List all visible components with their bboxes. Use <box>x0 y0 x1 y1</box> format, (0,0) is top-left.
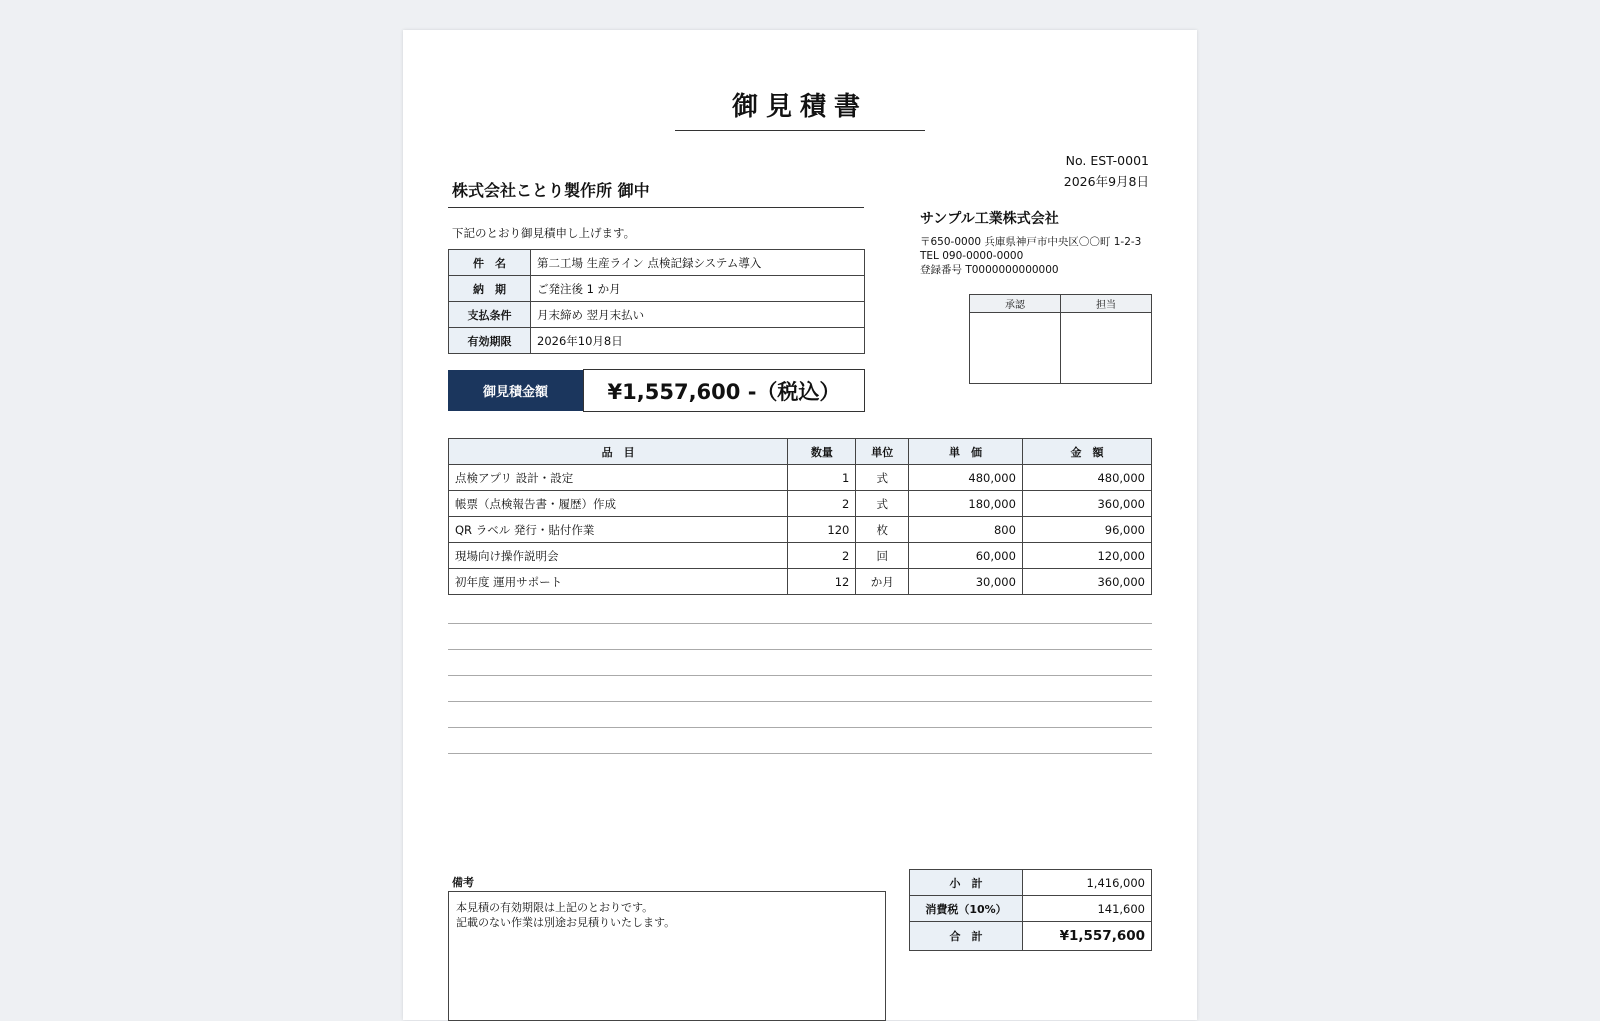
detail-value: ご発注後 1 か月 <box>531 276 865 302</box>
header-price: 単 価 <box>909 439 1023 465</box>
detail-value: 2026年10月8日 <box>531 328 865 354</box>
blank-row-line <box>448 753 1152 754</box>
subtotal-value: 1,416,000 <box>1023 870 1152 896</box>
remarks-line: 記載のない作業は別途お見積りいたします。 <box>456 916 676 929</box>
grand-total-row <box>910 922 1152 951</box>
blank-row-line <box>448 701 1152 702</box>
detail-row <box>449 276 865 302</box>
item-total: 480,000 <box>1022 465 1151 491</box>
table-row <box>449 491 1152 517</box>
document-date: 2026年9月8日 <box>1063 174 1149 189</box>
item-price: 180,000 <box>909 491 1023 517</box>
item-price: 30,000 <box>909 569 1023 595</box>
stamp-approval-label: 承認 <box>970 295 1061 313</box>
header-unit: 単位 <box>856 439 909 465</box>
detail-row <box>449 328 865 354</box>
item-name: 初年度 運用サポート <box>449 569 788 595</box>
item-name: 現場向け操作説明会 <box>449 543 788 569</box>
detail-row <box>449 250 865 276</box>
blank-row-line <box>448 649 1152 650</box>
blank-row-line <box>448 675 1152 676</box>
issuer-tel: TEL 090-0000-0000 <box>920 250 1024 262</box>
item-unit: 回 <box>856 543 909 569</box>
table-row <box>449 517 1152 543</box>
details-table <box>448 249 865 354</box>
item-name: 点検アプリ 設計・設定 <box>449 465 788 491</box>
blank-row-line <box>448 623 1152 624</box>
detail-value: 第二工場 生産ライン 点検記録システム導入 <box>531 250 865 276</box>
tax-row <box>910 896 1152 922</box>
item-unit: 式 <box>856 465 909 491</box>
item-unit: 式 <box>856 491 909 517</box>
document-title: 御見積書 <box>731 92 868 122</box>
stamp-staff-label: 担当 <box>1061 295 1152 313</box>
item-total: 360,000 <box>1022 569 1151 595</box>
header-total: 金 額 <box>1022 439 1151 465</box>
issuer-block <box>920 208 1141 277</box>
client-underline <box>448 207 864 208</box>
item-unit: か月 <box>856 569 909 595</box>
item-qty: 120 <box>788 517 856 543</box>
header-qty: 数量 <box>788 439 856 465</box>
grand-total-value: ¥1,557,600 <box>1023 922 1152 951</box>
item-unit: 枚 <box>856 517 909 543</box>
stamp-boxes <box>969 294 1152 384</box>
items-table <box>448 438 1152 595</box>
blank-row-line <box>448 727 1152 728</box>
item-qty: 2 <box>788 491 856 517</box>
grand-total-label: 合 計 <box>910 922 1023 951</box>
table-row <box>449 569 1152 595</box>
detail-label: 納 期 <box>449 276 531 302</box>
tax-label: 消費税（10%） <box>910 896 1023 922</box>
item-price: 60,000 <box>909 543 1023 569</box>
totals-table <box>909 869 1152 951</box>
item-total: 120,000 <box>1022 543 1151 569</box>
client-name: 株式会社ことり製作所 御中 <box>452 181 650 200</box>
stamp-approval-box <box>970 313 1061 384</box>
subtotal-label: 小 計 <box>910 870 1023 896</box>
subtotal-row <box>910 870 1152 896</box>
item-price: 800 <box>909 517 1023 543</box>
estimate-amount-value: ¥1,557,600 -（税込） <box>583 369 865 412</box>
stamp-staff-box <box>1061 313 1152 384</box>
item-qty: 12 <box>788 569 856 595</box>
remarks-label: 備考 <box>452 876 474 889</box>
tax-value: 141,600 <box>1023 896 1152 922</box>
detail-row <box>449 302 865 328</box>
item-qty: 2 <box>788 543 856 569</box>
remarks-line: 本見積の有効期限は上記のとおりです。 <box>456 901 654 914</box>
issuer-address: 〒650-0000 兵庫県神戸市中央区〇〇町 1-2-3 <box>920 236 1142 248</box>
item-qty: 1 <box>788 465 856 491</box>
table-row <box>449 465 1152 491</box>
issuer-registration: 登録番号 T0000000000000 <box>920 264 1059 276</box>
header-item: 品 目 <box>449 439 788 465</box>
estimate-amount-label: 御見積金額 <box>448 370 583 411</box>
document-number: No. EST-0001 <box>1065 153 1149 168</box>
intro-text: 下記のとおり御見積申し上げます。 <box>452 226 636 240</box>
detail-label: 支払条件 <box>449 302 531 328</box>
items-header-row <box>449 439 1152 465</box>
detail-label: 件 名 <box>449 250 531 276</box>
title-underline <box>675 130 925 131</box>
issuer-name: サンプル工業株式会社 <box>920 211 1059 227</box>
remarks-box <box>448 891 886 1021</box>
item-name: QR ラベル 発行・貼付作業 <box>449 517 788 543</box>
estimate-sheet <box>403 30 1197 1020</box>
item-price: 480,000 <box>909 465 1023 491</box>
table-row <box>449 543 1152 569</box>
item-name: 帳票（点検報告書・履歴）作成 <box>449 491 788 517</box>
item-total: 360,000 <box>1022 491 1151 517</box>
detail-label: 有効期限 <box>449 328 531 354</box>
item-total: 96,000 <box>1022 517 1151 543</box>
detail-value: 月末締め 翌月末払い <box>531 302 865 328</box>
